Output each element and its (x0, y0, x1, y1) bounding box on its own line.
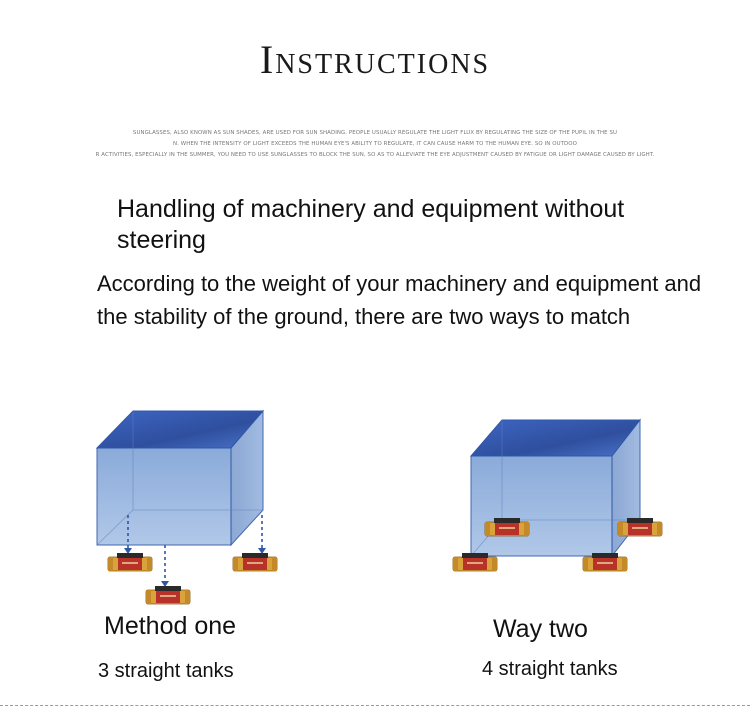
way-two-count: 4 straight tanks (482, 658, 618, 680)
tank-icon (146, 586, 190, 604)
bottom-divider (0, 705, 750, 706)
method-one-count: 3 straight tanks (98, 660, 234, 682)
tank-icon (108, 553, 152, 571)
description-paragraph: According to the weight of your machinery and equipment and the stability of the ground, there are two ways to match (97, 271, 702, 329)
fine-print-line-2: N. WHEN THE INTENSITY OF LIGHT EXCEEDS THE HUMAN EYE'S ABILITY TO REGULATE, IT CAN CAUSE HARM TO THE HUMAN EYE. SO IN OUTDOO (173, 141, 577, 147)
way-two-label: Way two (493, 615, 588, 643)
fine-print-line-3: R ACTIVITIES, ESPECIALLY IN THE SUMMER, YOU NEED TO USE SUNGLASSES TO BLOCK THE SUN, SO AS TO ALLEVIATE THE EYE ADJUSTMENT CAUSED BY FATIGUE OR LIGHT DAMAGE CAUSED BY LIGHT. (95, 152, 655, 158)
page-title: Instructions (259, 37, 491, 82)
fine-print-line-1: SUNGLASSES, ALSO KNOWN AS SUN SHADES, ARE USED FOR SUN SHADING. PEOPLE USUALLY REGULATE THE LIGHT FLUX BY REGULATING THE SIZE OF THE PUPIL IN THE SU (132, 130, 618, 136)
tank-icon (233, 553, 277, 571)
section-heading: Handling of machinery and equipment without steering (117, 195, 625, 254)
method-one-label: Method one (104, 612, 237, 640)
